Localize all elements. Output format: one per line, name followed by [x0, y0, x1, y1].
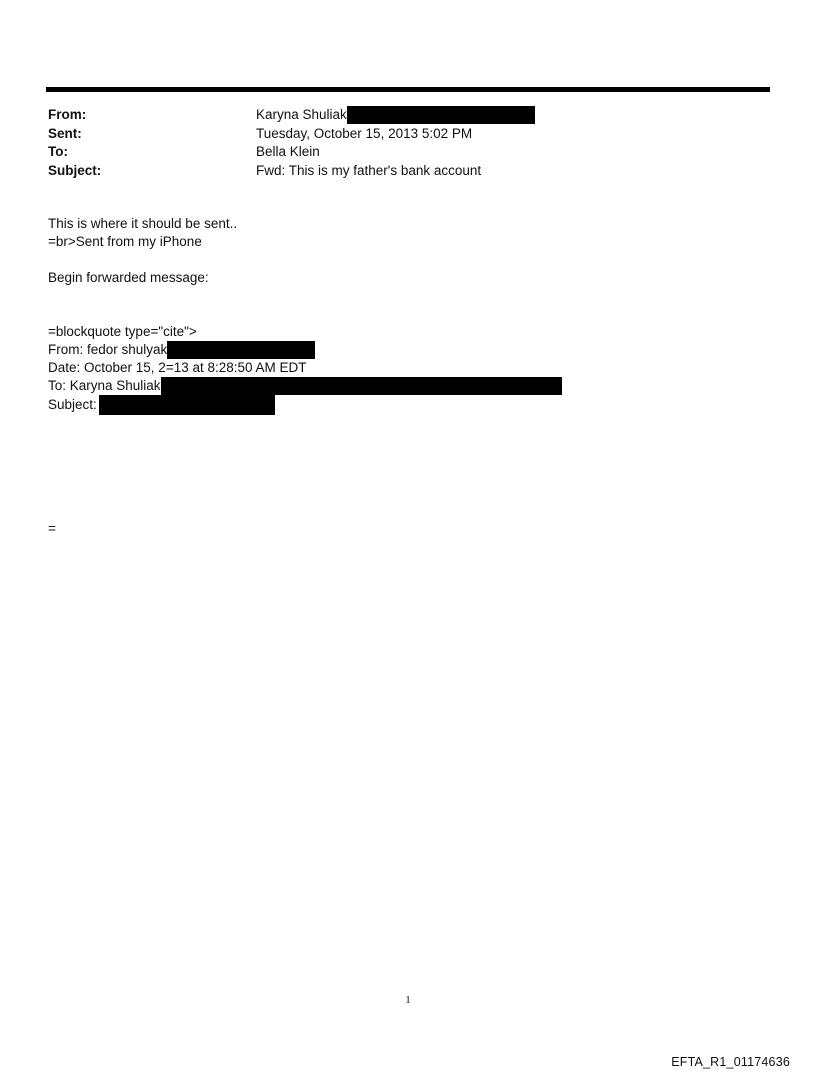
- to-value: Bella Klein: [256, 144, 320, 159]
- header-rule: [46, 87, 770, 92]
- redaction-block: [161, 377, 562, 395]
- bates-number: EFTA_R1_01174636: [671, 1055, 790, 1069]
- fwd-date-line: Date: October 15, 2=13 at 8:28:50 AM EDT: [48, 360, 307, 375]
- page-number: 1: [405, 994, 411, 1006]
- sent-value: Tuesday, October 15, 2013 5:02 PM: [256, 126, 473, 141]
- from-value-wrap: [256, 106, 535, 124]
- body-line-2: =br>Sent from my iPhone: [48, 234, 202, 249]
- subject-value: Fwd: This is my father's bank account: [256, 163, 482, 178]
- trailing-equals: =: [48, 521, 56, 536]
- subject-label: Subject:: [48, 163, 102, 178]
- fwd-to-text: To: Karyna Shuliak: [48, 378, 161, 393]
- from-value: Karyna Shuliak: [256, 107, 347, 122]
- body-line-3: Begin forwarded message:: [48, 270, 209, 285]
- to-label: To:: [48, 144, 68, 159]
- body-line-1: This is where it should be sent..: [48, 216, 238, 231]
- from-label: From:: [48, 107, 87, 122]
- sent-label: Sent:: [48, 126, 82, 141]
- blockquote-open: =blockquote type="cite">: [48, 324, 197, 339]
- fwd-subject-text: Subject:: [48, 397, 97, 412]
- fwd-subject-line: [48, 396, 275, 414]
- fwd-from-text: From: fedor shulyak: [48, 342, 168, 357]
- redaction-block: [167, 341, 315, 359]
- redaction-block: [99, 395, 275, 415]
- redaction-block: [347, 106, 535, 124]
- fwd-to-line: [48, 377, 562, 395]
- fwd-from-line: [48, 341, 315, 359]
